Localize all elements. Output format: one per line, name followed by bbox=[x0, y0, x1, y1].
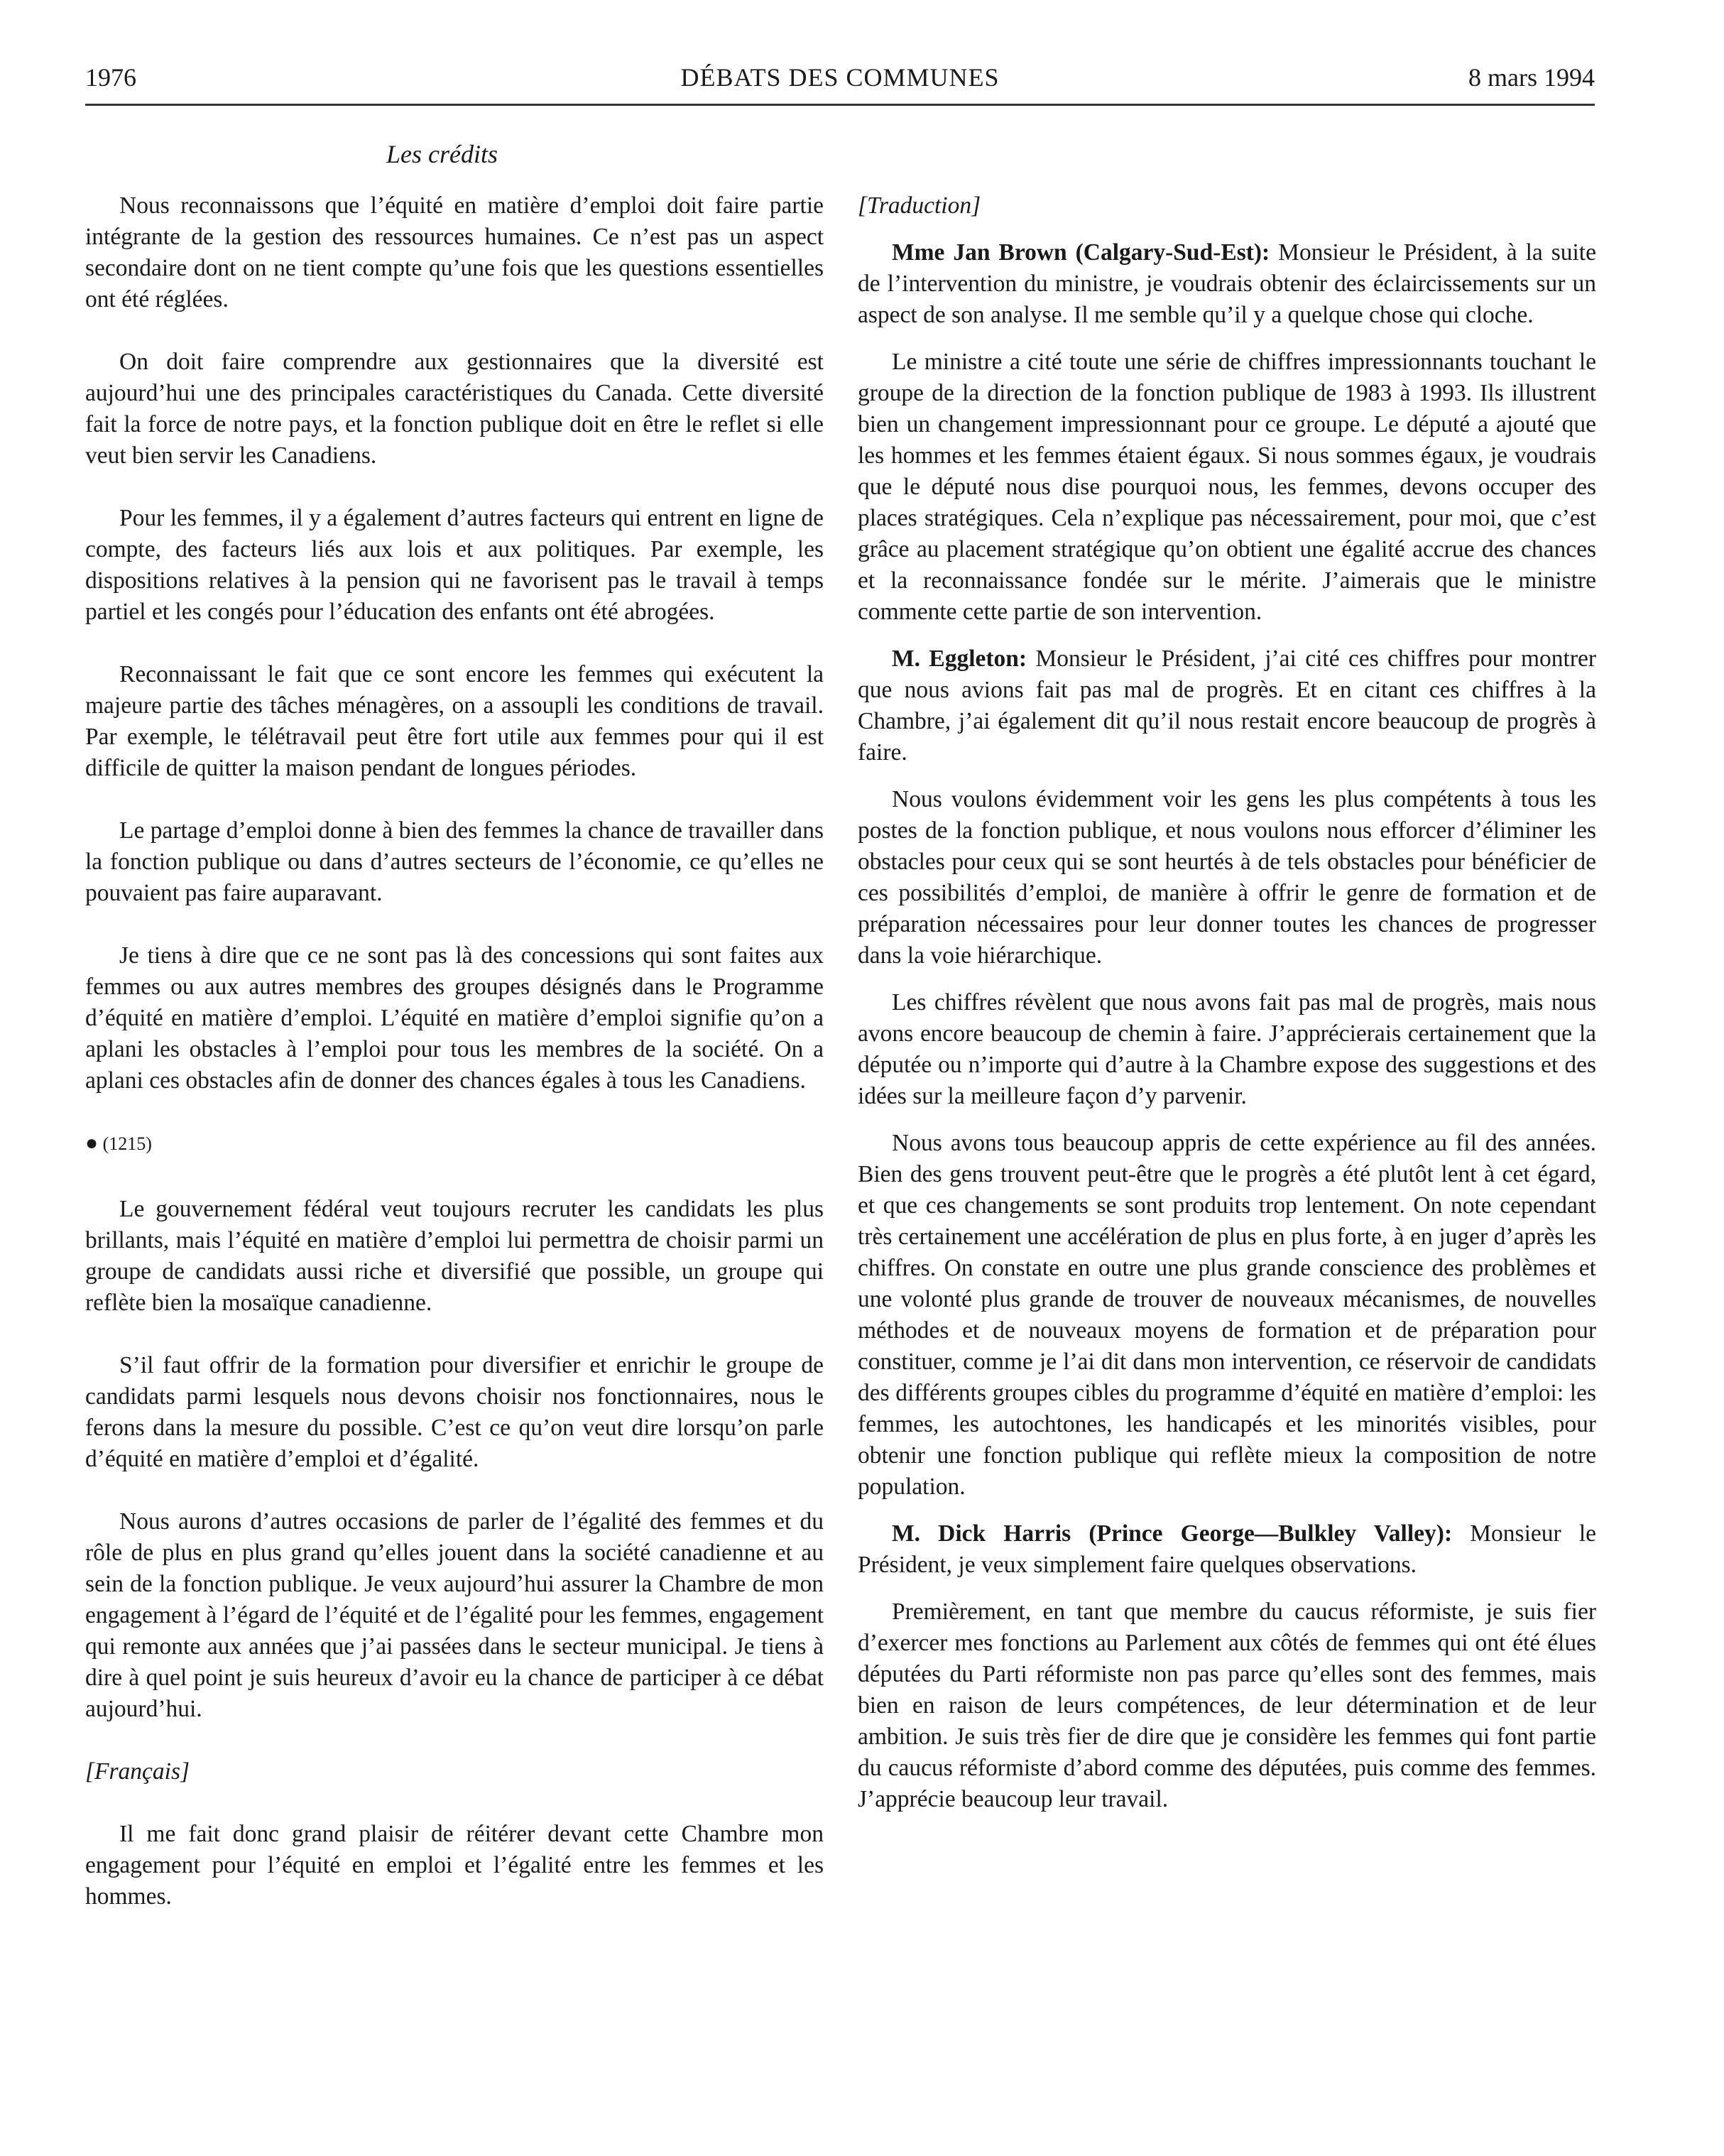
language-tag: [Français] bbox=[85, 1758, 190, 1785]
speaker-name: M. Dick Harris (Prince George—Bulkley Valley): bbox=[892, 1520, 1453, 1547]
speaker-name: Mme Jan Brown (Calgary-Sud-Est): bbox=[892, 239, 1270, 266]
paragraph: Nous avons tous beaucoup appris de cette expérience au fil des années. Bien des gens trouvent peut-être que le progrès a été plutôt lent à cet égard, et que ces changements se sont produits trop lentement. On note cependant très certainement une accélération de plus en plus forte, à en juger d’après les chiffres. On constate en outre une plus grande conscience des problèmes et une volonté plus grande de trouver de nouveaux mécanismes, de nouvelles méthodes et de nouveaux moyens de formation et de préparation pour constituer, comme je l’ai dit dans mon intervention, ce réservoir de candidats des différents groupes cibles du programme d’équité en matière d’emploi: les femmes, les autochtones, les handicapés et les minorités visibles, pour obtenir une fonction publique qui reflète mieux la composition de notre population. bbox=[858, 1130, 1596, 1500]
publication-title: DÉBATS DES COMMUNES bbox=[680, 63, 1000, 92]
speech-paragraph bbox=[858, 237, 1596, 331]
paragraph: On doit faire comprendre aux gestionnaires que la diversité est aujourd’hui une des principales caractéristiques du Canada. Cette diversité fait la force de notre pays, et la fonction publique doit en être le reflet si elle veut bien servir les Canadiens. bbox=[85, 349, 824, 469]
paragraph: Je tiens à dire que ce ne sont pas là des concessions qui sont faites aux femmes ou aux autres membres des groupes désignés dans le Programme d’équité en matière d’emploi. L’équité en matière d’emploi signifie qu’on a aplani les obstacles à l’emploi pour tous les membres de la société. On a aplani ces obstacles afin de donner des chances égales à tous les Canadiens. bbox=[85, 942, 824, 1094]
speech-paragraph bbox=[858, 1518, 1596, 1581]
page-number: 1976 bbox=[85, 63, 136, 92]
header-rule bbox=[85, 104, 1595, 106]
right-column bbox=[858, 190, 1596, 1831]
speech-text: Monsieur le Président, je veux simplement faire quelques observations. bbox=[858, 1520, 1596, 1578]
section-heading: Les crédits bbox=[386, 140, 498, 168]
speech-text: Monsieur le Président, à la suite de l’intervention du ministre, je voudrais obtenir des éclaircissements sur un aspect de son analyse. Il me semble qu’il y a quelque chose qui cloche. bbox=[858, 239, 1596, 328]
speech-text: Monsieur le Président, j’ai cité ces chiffres pour montrer que nous avions fait pas mal de progrès. Et en citant ces chiffres à la Chambre, j’ai également dit qu’il nous restait encore beaucoup de progrès à faire. bbox=[858, 646, 1596, 766]
bullet-icon: ● bbox=[85, 1131, 99, 1155]
timestamp bbox=[85, 1128, 824, 1160]
paragraph: Il me fait donc grand plaisir de réitérer devant cette Chambre mon engagement pour l’équité en emploi et l’égalité entre les femmes et les hommes. bbox=[85, 1821, 824, 1910]
paragraph: Nous aurons d’autres occasions de parler de l’égalité des femmes et du rôle de plus en plus grand qu’elles jouent dans la société canadienne et au sein de la fonction publique. Je veux aujourd’hui assurer la Chambre de mon engagement à l’égard de l’équité et de l’égalité pour les femmes, engagement qui remonte aux années que j’ai passées dans le secteur municipal. Je tiens à dire à quel point je suis heureux d’avoir eu la chance de participer à ce débat aujourd’hui. bbox=[85, 1508, 824, 1722]
paragraph: S’il faut offrir de la formation pour diversifier et enrichir le groupe de candidats parmi lesquels nous devons choisir nos fonctionnaires, nous le ferons dans la mesure du possible. C’est ce qu’on veut dire lorsqu’on parle d’équité en matière d’emploi et d’égalité. bbox=[85, 1352, 824, 1472]
page-date: 8 mars 1994 bbox=[1468, 63, 1595, 92]
paragraph: Le partage d’emploi donne à bien des femmes la chance de travailler dans la fonction publique ou dans d’autres secteurs de l’économie, ce qu’elles ne pouvaient pas faire auparavant. bbox=[85, 817, 824, 906]
paragraph: Le ministre a cité toute une série de chiffres impressionnants touchant le groupe de la direction de la fonction publique de 1983 à 1993. Ils illustrent bien un changement impressionnant pour ce groupe. Le député a ajouté que les hommes et les femmes étaient égaux. Si nous sommes égaux, je voudrais que le député nous dise pourquoi nous, les femmes, devons occuper des places stratégiques. Cela n’explique pas nécessairement, pour moi, que c’est grâce au placement stratégique qu’on obtient une égalité accrue des chances et la reconnaissance fondée sur le mérite. J’aimerais que le ministre commente cette partie de son intervention. bbox=[858, 349, 1596, 625]
paragraph: Pour les femmes, il y a également d’autres facteurs qui entrent en ligne de compte, des facteurs liés aux lois et aux politiques. Par exemple, les dispositions relatives à la pension qui ne favorisent pas le travail à temps partiel et les congés pour l’éducation des enfants ont été abrogées. bbox=[85, 505, 824, 625]
page-header bbox=[85, 62, 1595, 98]
paragraph: Nous reconnaissons que l’équité en matière d’emploi doit faire partie intégrante de la gestion des ressources humaines. Ce n’est pas un aspect secondaire dont on ne tient compte qu’une fois que les questions essentielles ont été réglées. bbox=[85, 192, 824, 312]
timestamp-text: (1215) bbox=[102, 1133, 152, 1154]
language-tag: [Traduction] bbox=[858, 192, 981, 219]
paragraph: Reconnaissant le fait que ce sont encore les femmes qui exécutent la majeure partie des tâches ménagères, on a assoupli les conditions de travail. Par exemple, le télétravail peut être fort utile aux femmes pour qui il est difficile de quitter la maison pendant de longues périodes. bbox=[85, 661, 824, 781]
paragraph: Les chiffres révèlent que nous avons fait pas mal de progrès, mais nous avons encore beaucoup de chemin à faire. J’apprécierais certainement que la députée ou n’importe qui d’autre à la Chambre expose des suggestions et des idées sur la meilleure façon d’y parvenir. bbox=[858, 989, 1596, 1109]
paragraph: Premièrement, en tant que membre du caucus réformiste, je suis fier d’exercer mes fonctions au Parlement aux côtés de femmes qui ont été élues députées du Parti réformiste non pas parce qu’elles sont des femmes, mais bien en raison de leurs compétences, de leur détermination et de leur ambition. Je suis très fier de dire que je considère les femmes qui font partie du caucus réformiste d’abord comme des députées, puis comme des femmes. J’apprécie beaucoup leur travail. bbox=[858, 1599, 1596, 1812]
paragraph: Le gouvernement fédéral veut toujours recruter les candidats les plus brillants, mais l’équité en matière d’emploi lui permettra de choisir parmi un groupe de candidats aussi riche et diversifié que possible, un groupe qui reflète bien la mosaïque canadienne. bbox=[85, 1196, 824, 1316]
speech-paragraph bbox=[858, 643, 1596, 768]
paragraph: Nous voulons évidemment voir les gens les plus compétents à tous les postes de la fonction publique, et nous voulons nous efforcer d’éliminer les obstacles pour ceux qui se sont heurtés à de tels obstacles pour bénéficier de ces possibilités d’emploi, de manière à offrir le genre de formation et de préparation nécessaires pour leur donner toutes les chances de progresser dans la voie hiérarchique. bbox=[858, 786, 1596, 969]
speaker-name: M. Eggleton: bbox=[892, 646, 1027, 672]
left-column bbox=[85, 190, 824, 1944]
